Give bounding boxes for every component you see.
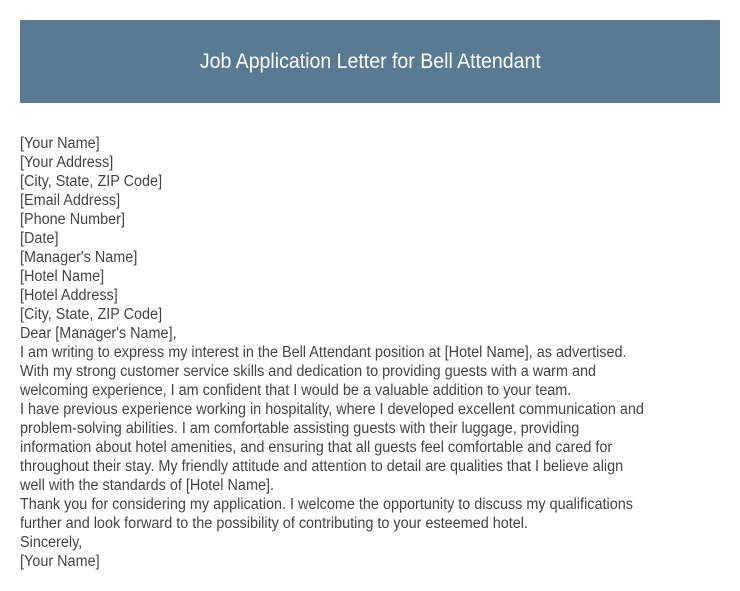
recipient-hotel-address: [Hotel Address]	[20, 287, 118, 304]
paragraph-line: I am writing to express my interest in the Bell Attendant position at [Hotel Name], as advertised.	[20, 344, 627, 361]
paragraph-line: I have previous experience working in hospitality, where I developed excellent communication and	[20, 401, 644, 418]
recipient-hotel-name: [Hotel Name]	[20, 268, 105, 285]
letter-date: [Date]	[20, 230, 59, 247]
sender-city-state-zip: [City, State, ZIP Code]	[20, 173, 163, 190]
recipient-manager-name: [Manager's Name]	[20, 249, 138, 266]
recipient-block	[20, 248, 725, 324]
page-title: Job Application Letter for Bell Attendant	[199, 49, 541, 73]
paragraph-line: information about hotel amenities, and ensuring that all guests feel comfortable and cared for	[20, 439, 613, 456]
recipient-city-state-zip: [City, State, ZIP Code]	[20, 306, 163, 323]
sender-email: [Email Address]	[20, 192, 121, 209]
paragraph-line: further and look forward to the possibility of contributing to your esteemed hotel.	[20, 515, 529, 532]
paragraph-line: welcoming experience, I am confident that I would be a valuable addition to your team.	[20, 382, 572, 399]
paragraph-experience	[20, 400, 725, 495]
paragraph-intro	[20, 343, 725, 400]
sender-name: [Your Name]	[20, 135, 100, 152]
closing: Sincerely,	[20, 534, 83, 551]
paragraph-line: problem-solving abilities. I am comfortable assisting guests with their luggage, providing	[20, 420, 580, 437]
sender-address: [Your Address]	[20, 154, 114, 171]
salutation: Dear [Manager's Name],	[20, 325, 177, 342]
paragraph-closing	[20, 495, 725, 533]
paragraph-line: With my strong customer service skills and dedication to providing guests with a warm and	[20, 363, 597, 380]
signature: [Your Name]	[20, 553, 100, 570]
paragraph-line: Thank you for considering my application. I welcome the opportunity to discuss my qualifications	[20, 496, 633, 513]
sender-phone: [Phone Number]	[20, 211, 125, 228]
paragraph-line: throughout their stay. My friendly attitude and attention to detail are qualities that I believe align	[20, 458, 624, 475]
page-header	[20, 20, 720, 103]
sender-block	[20, 134, 725, 229]
paragraph-line: well with the standards of [Hotel Name].	[20, 477, 274, 494]
letter-body	[20, 134, 725, 571]
